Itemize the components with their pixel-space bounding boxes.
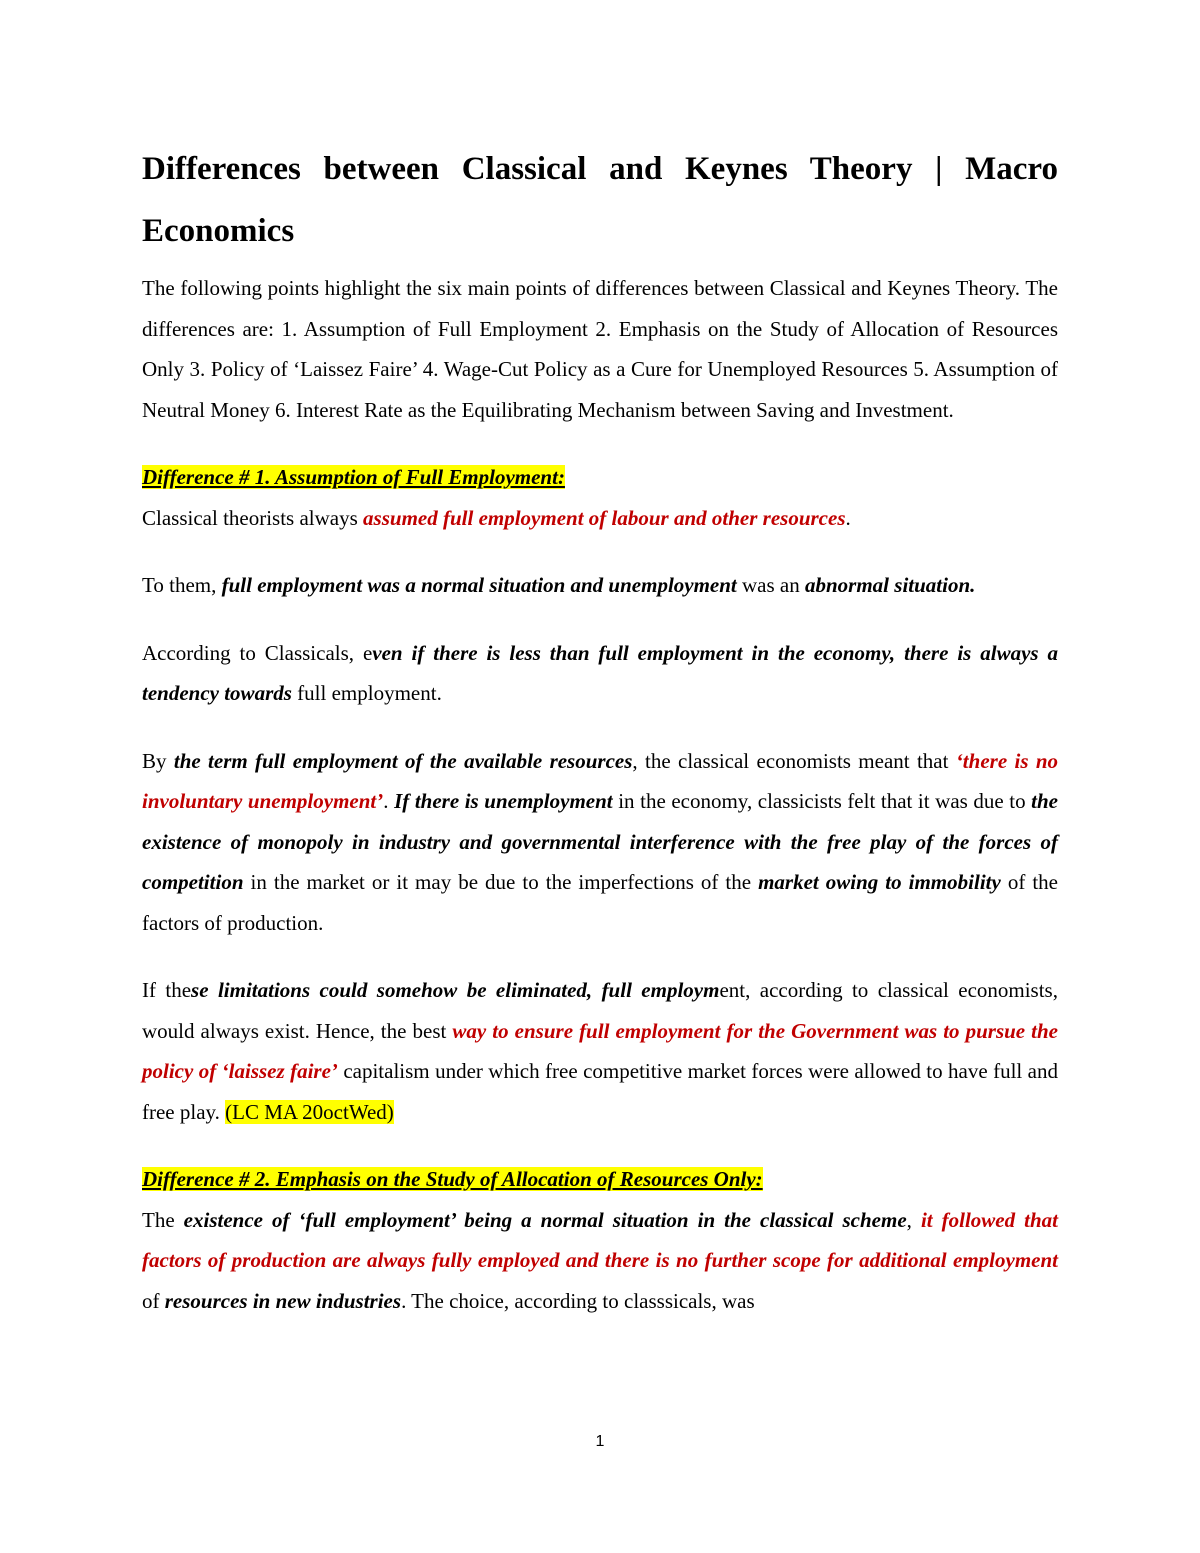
emphasis-run: market owing to immobility <box>758 870 1001 894</box>
difference-2-heading-text: Difference # 2. Emphasis on the Study of Allocation of Resources Only: <box>142 1167 763 1191</box>
text-run: To them, <box>142 573 222 597</box>
difference-1-heading-text: Difference # 1. Assumption of Full Employment: <box>142 465 565 489</box>
text-run: of the factors of production. <box>142 870 1058 935</box>
intro-paragraph: The following points highlight the six main points of differences between Classical and Keynes Theory. The differences are: 1. Assumption of Full Employment 2. Emphasis on the Study of Allocation of Resources Only 3. Policy of ‘Laissez Faire’ 4. Wage-Cut Policy as a Cure for Unemployed Resources 5. Assumption of Neutral Money 6. Interest Rate as the Equilibrating Mechanism between Saving and Investment. <box>142 276 1058 422</box>
difference-1-paragraph-3 <box>142 633 1058 714</box>
text-run: , <box>906 1207 921 1232</box>
emphasis-run: assumed full employment of labour and other resources <box>363 505 846 530</box>
difference-1-paragraph-5 <box>142 970 1058 1132</box>
difference-1-paragraph-2 <box>142 565 1058 606</box>
emphasis-run: If there is unemployment <box>394 789 613 813</box>
difference-2-heading <box>142 1159 1058 1200</box>
text-run: . <box>845 505 851 530</box>
text-run: in the market or it may be due to the imperfections of the <box>243 870 759 894</box>
emphasis-run: it followed that factors of production are always fully employed and there is no further scope for additional employment <box>142 1207 1059 1272</box>
difference-1-paragraph-4 <box>142 741 1058 944</box>
difference-1-paragraph-1 <box>142 498 1058 539</box>
text-run: Classical theorists always <box>142 505 364 530</box>
text-run: If the <box>142 978 192 1002</box>
emphasis-run: way to ensure full employment for the Government was to pursue the policy of ‘laissez faire’ <box>142 1018 1058 1083</box>
emphasis-run: existence of ‘full employment’ being a normal situation in the classical scheme <box>183 1207 907 1232</box>
text-run: in the economy, classicists felt that it was due to <box>612 789 1032 813</box>
text-run: According to Classicals, e <box>142 640 373 665</box>
emphasis-run: ‘there is no involuntary unemployment’ <box>142 748 1059 813</box>
emphasis-run: abnormal situation. <box>805 573 976 597</box>
emphasis-run: ven if there is less than full employment in the economy, there is always a tendency towards <box>142 640 1058 705</box>
difference-2-paragraph-1 <box>142 1200 1058 1322</box>
page-number: 1 <box>595 1433 605 1450</box>
text-run: , the classical economists meant that <box>632 748 956 773</box>
text-run: By <box>142 748 174 773</box>
text-run: . <box>383 789 395 813</box>
text-run: was an <box>736 573 805 597</box>
text-run: full employment. <box>291 681 442 705</box>
emphasis-run: the term full employment of the available resources <box>173 748 633 773</box>
text-run: . The choice, according to classsicals, was <box>401 1288 755 1313</box>
emphasis-run: se limitations could somehow be eliminated, full employm <box>191 978 720 1002</box>
emphasis-run: the existence of monopoly in industry and governmental interference with the free play of the forces of competition <box>142 789 1059 894</box>
document-title: Differences between Classical and Keynes Theory | Macro Economics <box>142 151 1058 249</box>
difference-1-heading <box>142 457 1058 498</box>
text-run: of <box>142 1288 165 1313</box>
text-run: The <box>142 1207 184 1232</box>
highlighted-note: (LC MA 20octWed) <box>225 1099 394 1124</box>
text-run: ent, according to classical economists, would always exist. Hence, the best <box>142 978 1058 1043</box>
text-run: capitalism under which free competitive market forces were allowed to have full and free play. <box>142 1059 1058 1124</box>
emphasis-run: resources in new industries <box>164 1288 402 1313</box>
document-page <box>142 138 1058 1321</box>
emphasis-run: full employment was a normal situation and unemployment <box>221 573 737 597</box>
